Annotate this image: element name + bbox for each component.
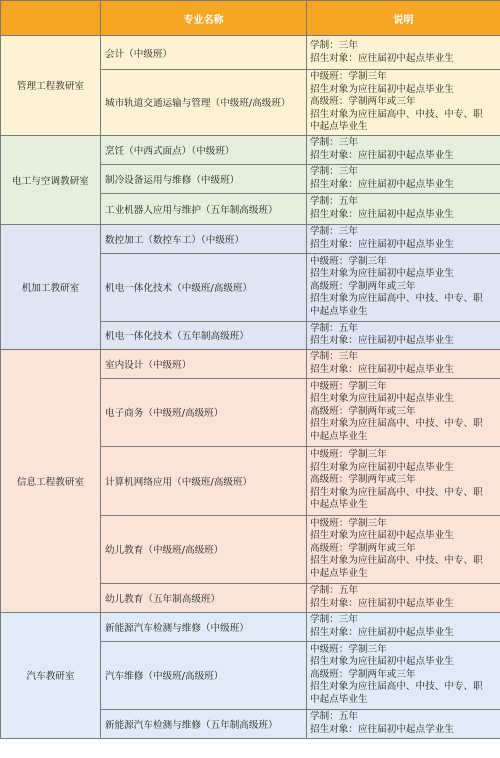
description-line: 招生对象为应往届高中、中技、中专、职 bbox=[310, 418, 483, 430]
description-line: 招生对象为应往届初中起点毕业生 bbox=[310, 83, 454, 95]
major-cell: 城市轨道交通运输与管理（中级班/高级班） bbox=[101, 70, 307, 136]
major-cell: 幼儿教育（中级班/高级班） bbox=[101, 515, 307, 583]
description-cell bbox=[307, 164, 500, 193]
description-line: 学制：五年 bbox=[310, 196, 358, 207]
description-line: 学制：三年 bbox=[310, 226, 358, 237]
description-line: 高级班：学制两年或三年 bbox=[310, 96, 416, 107]
description-line: 招生对象：应往届初中起点毕业生 bbox=[310, 149, 454, 161]
description-line: 中起点毕业生 bbox=[310, 430, 368, 442]
major-cell: 新能源汽车检测与维修（中级班） bbox=[101, 612, 307, 641]
department-cell: 电工与空调教研室 bbox=[1, 135, 101, 224]
description-line: 学制：五年 bbox=[310, 585, 358, 596]
table-row bbox=[1, 135, 500, 164]
description-cell bbox=[307, 253, 500, 321]
table-row bbox=[1, 36, 500, 70]
description-line: 学制：三年 bbox=[310, 351, 358, 362]
table-row bbox=[1, 349, 500, 378]
description-line: 中起点毕业生 bbox=[310, 499, 368, 511]
description-line: 招生对象为应往届高中、中技、中专、职 bbox=[310, 555, 483, 567]
description-line: 招生对象为应往届初中起点毕业生 bbox=[310, 656, 454, 668]
description-cell bbox=[307, 583, 500, 612]
major-cell: 机电一体化技术（五年制高级班） bbox=[101, 321, 307, 349]
description-line: 中级班：学制三年 bbox=[310, 71, 387, 82]
department-cell: 信息工程教研室 bbox=[1, 349, 101, 612]
description-cell bbox=[307, 349, 500, 378]
major-cell: 数控加工（数控车工）（中级班） bbox=[101, 224, 307, 253]
major-cell: 计算机网络应用（中级班/高级班） bbox=[101, 446, 307, 515]
description-line: 招生对象：应往届初中起点学业生 bbox=[310, 723, 454, 735]
description-line: 中起点毕业生 bbox=[310, 121, 368, 132]
description-cell bbox=[307, 446, 500, 515]
description-cell bbox=[307, 70, 500, 136]
description-cell bbox=[307, 321, 500, 349]
description-line: 中起点毕业生 bbox=[310, 693, 368, 705]
description-line: 高级班：学制两年或三年 bbox=[310, 542, 416, 554]
description-line: 招生对象：应往届初中起点毕业生 bbox=[310, 626, 454, 638]
description-line: 高级班：学制两年或三年 bbox=[310, 280, 416, 292]
description-cell bbox=[307, 641, 500, 709]
major-cell: 烹饪（中西式面点）（中级班） bbox=[101, 135, 307, 164]
table-row bbox=[1, 224, 500, 253]
table-header-row bbox=[1, 1, 500, 36]
description-line: 高级班：学制两年或三年 bbox=[310, 474, 416, 486]
major-cell: 室内设计（中级班） bbox=[101, 349, 307, 378]
description-cell bbox=[307, 135, 500, 164]
major-cell: 制冷设备运用与维修（中级班） bbox=[101, 164, 307, 193]
department-cell: 机加工教研室 bbox=[1, 224, 101, 349]
description-line: 高级班：学制两年或三年 bbox=[310, 405, 416, 417]
description-line: 中级班：学制三年 bbox=[310, 449, 387, 461]
description-cell bbox=[307, 612, 500, 641]
description-line: 中级班：学制三年 bbox=[310, 255, 387, 267]
description-line: 招生对象：应往届初中起点毕业生 bbox=[310, 335, 454, 346]
description-line: 学制：三年 bbox=[310, 137, 358, 148]
department-cell: 汽车教研室 bbox=[1, 612, 101, 738]
description-line: 中级班：学制三年 bbox=[310, 517, 387, 529]
description-line: 高级班：学制两年或三年 bbox=[310, 668, 416, 680]
description-line: 招生对象：应往届初中起点毕业生 bbox=[310, 208, 454, 220]
department-cell: 管理工程教研室 bbox=[1, 36, 101, 136]
description-line: 招生对象：应往届初中起点毕业生 bbox=[310, 178, 454, 190]
major-cell: 汽车维修（中级班/高级班） bbox=[101, 641, 307, 709]
header-description: 说明 bbox=[307, 1, 500, 36]
description-line: 招生对象为应往届初中起点毕业生 bbox=[310, 530, 454, 542]
description-line: 招生对象为应往届高中、中技、中专、职 bbox=[310, 108, 483, 120]
description-line: 招生对象：应往届初中起点毕业生 bbox=[310, 52, 454, 64]
description-cell bbox=[307, 515, 500, 583]
description-line: 学制：五年 bbox=[310, 322, 358, 334]
description-line: 招生对象为应往届初中起点毕业生 bbox=[310, 393, 454, 405]
description-line: 招生对象为应往届初中起点毕业生 bbox=[310, 268, 454, 280]
description-line: 招生对象为应往届高中、中技、中专、职 bbox=[310, 486, 483, 498]
description-line: 中级班：学制三年 bbox=[310, 643, 387, 655]
description-line: 招生对象为应往届高中、中技、中专、职 bbox=[310, 293, 483, 305]
description-cell bbox=[307, 709, 500, 738]
description-line: 招生对象：应往届初中起点毕业生 bbox=[310, 238, 454, 250]
description-cell bbox=[307, 378, 500, 446]
description-line: 招生对象为应往届高中、中技、中专、职 bbox=[310, 681, 483, 693]
description-cell bbox=[307, 224, 500, 253]
description-line: 中起点毕业生 bbox=[310, 567, 368, 579]
table-row bbox=[1, 612, 500, 641]
description-line: 学制：三年 bbox=[310, 40, 358, 51]
major-cell: 会计（中级班） bbox=[101, 36, 307, 70]
description-cell bbox=[307, 193, 500, 224]
description-line: 中起点毕业生 bbox=[310, 305, 368, 317]
major-cell: 机电一体化技术（中级班/高级班） bbox=[101, 253, 307, 321]
table-body bbox=[1, 36, 500, 739]
description-line: 中级班：学制三年 bbox=[310, 380, 387, 392]
description-cell bbox=[307, 36, 500, 70]
description-line: 学制：五年 bbox=[310, 711, 358, 722]
header-department bbox=[1, 1, 101, 36]
major-cell: 电子商务（中级班/高级班） bbox=[101, 378, 307, 446]
description-line: 招生对象：应往届初中起点毕业生 bbox=[310, 363, 454, 375]
description-line: 招生对象为应往届初中起点毕业生 bbox=[310, 461, 454, 473]
major-cell: 新能源汽车检测与维修（五年制高级班） bbox=[101, 709, 307, 738]
description-line: 学制：三年 bbox=[310, 166, 358, 177]
description-line: 学制：三年 bbox=[310, 614, 358, 625]
major-cell: 工业机器人应用与维护（五年制高级班） bbox=[101, 193, 307, 224]
header-major: 专业名称 bbox=[101, 1, 307, 36]
description-line: 招生对象：应往届初中起点毕业生 bbox=[310, 597, 454, 609]
major-cell: 幼儿教育（五年制高级班） bbox=[101, 583, 307, 612]
